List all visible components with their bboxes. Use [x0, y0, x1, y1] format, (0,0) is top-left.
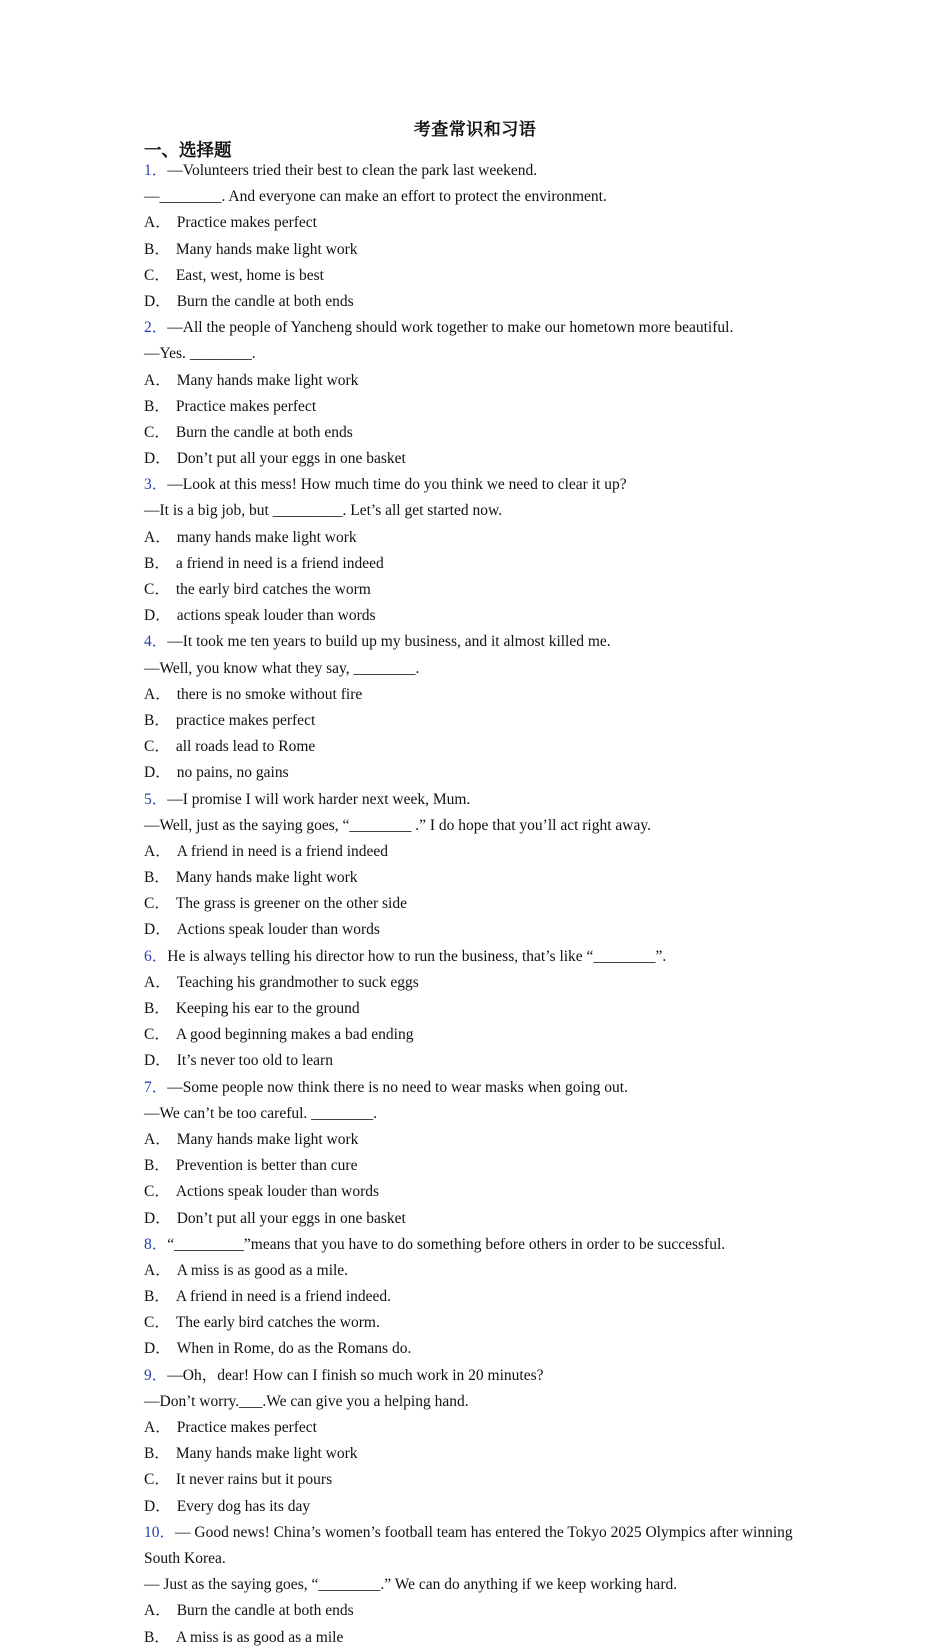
answer-options — [144, 970, 804, 1075]
option-text: Teaching his grandmother to suck eggs — [176, 973, 419, 991]
dialogue-line: —We can’t be too careful. ________. — [144, 1104, 378, 1122]
option-text: Prevention is better than cure — [175, 1157, 358, 1175]
question-stem — [144, 1520, 804, 1572]
question-stem — [144, 1075, 804, 1101]
option-a[interactable] — [144, 1415, 804, 1441]
question-stem — [144, 629, 804, 655]
option-letter: A． — [144, 685, 171, 703]
option-letter: B． — [144, 240, 170, 258]
option-letter: D． — [144, 764, 171, 782]
option-text: Actions speak louder than words — [175, 1183, 380, 1201]
question-stem — [144, 1363, 804, 1389]
question-2 — [144, 315, 804, 472]
option-c[interactable] — [144, 734, 475, 760]
option-text: Many hands make light work — [175, 1445, 358, 1463]
document-title: 考查常识和习语 — [413, 120, 537, 140]
option-text: Practice makes perfect — [176, 1419, 317, 1436]
option-letter: C． — [144, 895, 170, 913]
question-8 — [144, 1232, 804, 1363]
question-text: —I promise I will work harder next week, Mum. — [167, 790, 471, 808]
option-text: A miss is as good as a mile. — [176, 1261, 349, 1279]
question-text: —It took me ten years to build up my business, and it almost killed me. — [167, 633, 611, 651]
option-letter: D． — [144, 607, 171, 625]
option-letter: A． — [144, 1130, 171, 1148]
answer-options — [144, 1258, 804, 1363]
question-stem — [144, 315, 804, 341]
option-c[interactable] — [144, 1467, 804, 1493]
question-number: 10． — [144, 1523, 176, 1541]
option-letter: C． — [144, 1471, 170, 1489]
answer-options — [144, 682, 804, 787]
question-7 — [144, 1075, 804, 1232]
option-d[interactable] — [144, 289, 475, 315]
option-text: Burn the candle at both ends — [176, 292, 354, 310]
answer-options — [144, 210, 804, 315]
option-text: Don’t put all your eggs in one basket — [176, 1209, 406, 1227]
option-text: actions speak louder than words — [176, 607, 376, 625]
option-a[interactable] — [144, 210, 475, 236]
dialogue-line: —Don’t worry.___.We can give you a helping hand. — [144, 1392, 469, 1410]
question-stem — [144, 472, 804, 498]
option-letter: A． — [144, 214, 171, 232]
option-letter: D． — [144, 1497, 171, 1515]
question-text: He is always telling his director how to run the business, that’s like “________”. — [167, 947, 667, 965]
option-letter: A． — [144, 973, 171, 991]
option-c[interactable] — [144, 1179, 475, 1205]
option-text: Burn the candle at both ends — [175, 423, 353, 441]
question-text: “_________”means that you have to do something before others in order to be successful. — [167, 1235, 726, 1253]
option-a[interactable] — [144, 1127, 475, 1153]
option-text: Many hands make light work — [175, 240, 358, 258]
option-text: Practice makes perfect — [175, 397, 317, 415]
option-d[interactable] — [144, 1336, 475, 1362]
option-b[interactable] — [144, 1441, 804, 1467]
question-6 — [144, 944, 804, 1075]
option-text: Burn the candle at both ends — [176, 1602, 354, 1620]
question-text: —Look at this mess! How much time do you think we need to clear it up? — [167, 476, 627, 494]
option-letter: C． — [144, 1314, 170, 1332]
question-number: 5． — [144, 790, 168, 808]
question-number: 7． — [144, 1078, 168, 1096]
option-letter: B． — [144, 1628, 170, 1646]
option-letter: D． — [144, 1209, 171, 1227]
option-b[interactable] — [144, 237, 475, 263]
option-letter: D． — [144, 292, 171, 310]
option-text: The early bird catches the worm. — [175, 1314, 380, 1332]
option-b[interactable] — [144, 1153, 475, 1179]
dialogue-line: —________. And everyone can make an effort to protect the environment. — [144, 188, 607, 206]
option-letter: B． — [144, 554, 170, 572]
option-text: Practice makes perfect — [176, 214, 317, 232]
option-letter: C． — [144, 1183, 170, 1201]
option-d[interactable] — [144, 760, 475, 786]
option-c[interactable] — [144, 263, 475, 289]
option-letter: A． — [144, 1419, 171, 1436]
option-b[interactable] — [144, 1625, 475, 1651]
option-text: no pains, no gains — [176, 764, 289, 782]
option-letter: A． — [144, 371, 171, 389]
option-c[interactable] — [144, 1022, 475, 1048]
option-letter: A． — [144, 842, 171, 860]
option-letter: B． — [144, 711, 170, 729]
option-d[interactable] — [144, 603, 475, 629]
option-text: East, west, home is best — [175, 266, 324, 284]
dialogue-line: —Yes. ________. — [144, 345, 256, 363]
option-text: It’s never too old to learn — [176, 1052, 333, 1070]
option-b[interactable] — [144, 996, 475, 1022]
option-letter: B． — [144, 1157, 170, 1175]
option-letter: B． — [144, 1000, 170, 1017]
option-text: Many hands make light work — [176, 371, 359, 389]
dialogue-line: — Just as the saying goes, “________.” We can do anything if we keep working hard. — [144, 1576, 678, 1594]
question-number: 2． — [144, 319, 168, 337]
option-d[interactable] — [144, 446, 475, 472]
question-4 — [144, 629, 804, 786]
answer-options — [144, 1598, 804, 1650]
question-stem — [144, 787, 804, 813]
option-letter: D． — [144, 921, 171, 939]
option-letter: D． — [144, 1052, 171, 1070]
option-c[interactable] — [144, 891, 475, 917]
question-text: —All the people of Yancheng should work together to make our hometown more beautiful. — [167, 319, 734, 337]
option-text: there is no smoke without fire — [176, 685, 363, 703]
option-text: Many hands make light work — [175, 869, 358, 887]
question-number: 4． — [144, 633, 168, 651]
option-b[interactable] — [144, 708, 475, 734]
option-text: Actions speak louder than words — [176, 921, 380, 939]
option-text: It never rains but it pours — [175, 1471, 333, 1489]
question-stem — [144, 1232, 804, 1258]
dialogue-line: —Well, just as the saying goes, “________ .” I do hope that you’ll act right away. — [144, 816, 651, 834]
option-text: A good beginning makes a bad ending — [175, 1026, 414, 1044]
section-heading: 一、选择题 — [144, 141, 232, 161]
option-letter: A． — [144, 1602, 171, 1620]
option-text: the early bird catches the worm — [175, 581, 371, 598]
option-a[interactable] — [144, 1598, 475, 1624]
option-d[interactable] — [144, 1048, 475, 1074]
question-list — [144, 158, 804, 1651]
option-d[interactable] — [144, 1206, 475, 1232]
option-text: A friend in need is a friend indeed. — [175, 1288, 392, 1306]
option-text: many hands make light work — [176, 528, 357, 546]
question-9 — [144, 1363, 804, 1520]
option-text: Every dog has its day — [176, 1497, 311, 1515]
option-text: all roads lead to Rome — [175, 738, 316, 756]
option-letter: C． — [144, 266, 170, 284]
option-letter: B． — [144, 1445, 170, 1463]
answer-options — [144, 368, 804, 473]
option-letter: A． — [144, 1261, 171, 1279]
option-b[interactable] — [144, 1284, 475, 1310]
option-b[interactable] — [144, 865, 475, 891]
option-b[interactable] — [144, 551, 475, 577]
option-letter: B． — [144, 869, 170, 887]
option-a[interactable] — [144, 970, 475, 996]
option-text: Many hands make light work — [176, 1130, 359, 1148]
question-10 — [144, 1520, 804, 1651]
option-letter: D． — [144, 450, 171, 468]
question-text: —Oh，dear! How can I finish so much work in 20 minutes? — [167, 1366, 544, 1384]
option-letter: C． — [144, 581, 170, 598]
option-text: A friend in need is a friend indeed — [176, 842, 389, 860]
option-text: A miss is as good as a mile — [175, 1628, 344, 1646]
question-number: 3． — [144, 476, 168, 494]
option-letter: D． — [144, 1340, 171, 1358]
question-number: 8． — [144, 1235, 168, 1253]
question-text: —Some people now think there is no need to wear masks when going out. — [167, 1078, 628, 1096]
option-a[interactable] — [144, 525, 475, 551]
option-a[interactable] — [144, 682, 475, 708]
question-text: — Good news! China’s women’s football team has entered the Tokyo 2025 Olympics after winning South Korea. — [144, 1523, 793, 1567]
question-number: 6． — [144, 947, 168, 965]
option-b[interactable] — [144, 394, 475, 420]
option-text: Keeping his ear to the ground — [175, 1000, 360, 1017]
option-c[interactable] — [144, 577, 475, 603]
question-text: —Volunteers tried their best to clean the park last weekend. — [167, 162, 538, 179]
option-letter: A． — [144, 528, 171, 546]
option-text: The grass is greener on the other side — [175, 895, 407, 913]
option-c[interactable] — [144, 420, 475, 446]
option-letter: C． — [144, 1026, 170, 1044]
question-1 — [144, 158, 804, 315]
option-text: practice makes perfect — [175, 711, 316, 729]
option-c[interactable] — [144, 1310, 475, 1336]
question-stem — [144, 158, 804, 184]
option-d[interactable] — [144, 917, 475, 943]
option-text: Don’t put all your eggs in one basket — [176, 450, 406, 468]
answer-options — [144, 1127, 804, 1232]
question-number: 1． — [144, 162, 168, 179]
option-letter: B． — [144, 397, 170, 415]
option-letter: C． — [144, 738, 170, 756]
question-3 — [144, 472, 804, 629]
option-letter: B． — [144, 1288, 170, 1306]
question-number: 9． — [144, 1366, 168, 1384]
option-a[interactable] — [144, 368, 475, 394]
option-a[interactable] — [144, 1258, 475, 1284]
dialogue-line: —It is a big job, but _________. Let’s all get started now. — [144, 502, 503, 520]
question-stem — [144, 944, 804, 970]
option-a[interactable] — [144, 839, 475, 865]
answer-options — [144, 1415, 804, 1520]
option-text: a friend in need is a friend indeed — [175, 554, 384, 572]
answer-options — [144, 525, 804, 630]
option-letter: C． — [144, 423, 170, 441]
question-5 — [144, 787, 804, 944]
dialogue-line: —Well, you know what they say, ________. — [144, 659, 420, 677]
option-text: When in Rome, do as the Romans do. — [176, 1340, 412, 1358]
answer-options — [144, 839, 804, 944]
option-d[interactable] — [144, 1494, 804, 1520]
